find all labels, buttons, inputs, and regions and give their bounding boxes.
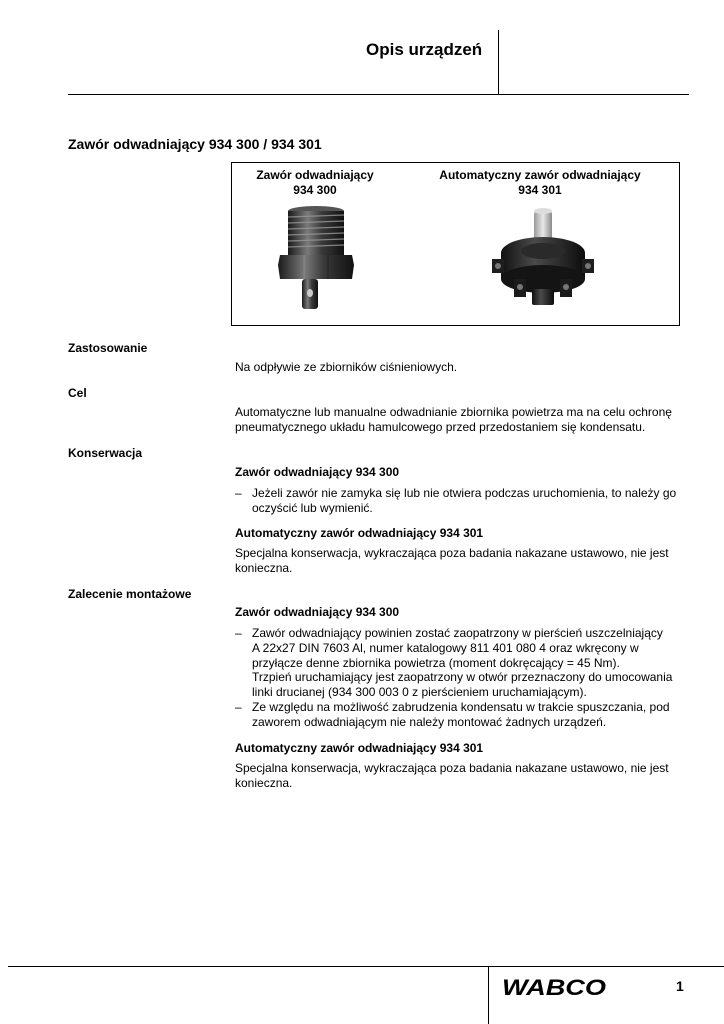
caption-name: Zawór odwadniający [256, 168, 374, 182]
section-heading-zalecenie-montazowe: Zalecenie montażowe [68, 587, 192, 601]
text-line: oczyścić lub wymienić. [252, 501, 373, 515]
zalecenie-continuation [252, 670, 685, 700]
product-caption-934301 [417, 168, 663, 198]
text-line: zaworem odwadniającym nie należy montować żadnych urządzeń. [252, 715, 607, 729]
text-line: A 22x27 DIN 7603 Al, numer katalogowy 811 401 080 4 oraz wkręcony w [252, 641, 639, 655]
text-line: konieczna. [235, 561, 293, 575]
header-divider-vertical [498, 30, 499, 94]
header-divider-horizontal [68, 94, 689, 95]
text-line: Automatyczne lub manualne odwadnianie zbiornika powietrza ma na celu ochronę [235, 405, 672, 419]
zalecenie-934301-text [235, 761, 685, 791]
text-line: konieczna. [235, 776, 293, 790]
text-line: pneumatycznego układu hamulcowego przed przedostaniem się kondensatu. [235, 420, 646, 434]
footer-divider-horizontal [8, 966, 724, 967]
konserwacja-subheading-934300: Zawór odwadniający 934 300 [235, 465, 400, 479]
bullet-dash: – [235, 700, 242, 714]
cel-text [235, 405, 685, 435]
text-line: Jeżeli zawór nie zamyka się lub nie otwiera podczas uruchomienia, to należy go [252, 486, 677, 500]
caption-number: 934 300 [293, 183, 337, 197]
text-line: Specjalna konserwacja, wykraczająca poza badania nakazane ustawowo, nie jest [235, 761, 669, 775]
page-header-title: Opis urządzeń [366, 40, 483, 59]
text-line: przyłącze denne zbiornika powietrza (moment dokręcający = 45 Nm). [252, 656, 620, 670]
bullet-dash: – [235, 486, 242, 500]
section-heading-cel: Cel [68, 386, 87, 400]
section-heading-zastosowanie: Zastosowanie [68, 341, 148, 355]
zalecenie-subheading-934300: Zawór odwadniający 934 300 [235, 605, 400, 619]
text-line: Zawór odwadniający powinien zostać zaopatrzony w pierścień uszczelniający [252, 626, 663, 640]
logo-text: WABCO [502, 976, 606, 998]
text-line: Specjalna konserwacja, wykraczająca poza badania nakazane ustawowo, nie jest [235, 546, 669, 560]
page-number: 1 [676, 978, 684, 994]
konserwacja-subheading-934301: Automatyczny zawór odwadniający 934 301 [235, 526, 484, 540]
text-line: Ze względu na możliwość zabrudzenia kondensatu w trakcie spuszczania, pod [252, 700, 670, 714]
bullet-dash: – [235, 626, 242, 640]
wabco-logo [500, 976, 608, 998]
section-heading-konserwacja: Konserwacja [68, 446, 143, 460]
text-line: Trzpień uruchamiający jest zaopatrzony w otwór przeznaczony do umocowania [252, 670, 673, 684]
drain-valve-934300-image [276, 205, 356, 313]
text-line: linki drucianej (934 300 003 0 z pierścieniem uruchamiającym). [252, 685, 587, 699]
konserwacja-934301-text [235, 546, 685, 576]
footer-divider-vertical [488, 966, 489, 1024]
document-title: Zawór odwadniający 934 300 / 934 301 [68, 136, 322, 152]
zastosowanie-text: Na odpływie ze zbiorników ciśnieniowych. [235, 360, 458, 374]
product-images-box [231, 162, 680, 326]
caption-number: 934 301 [518, 183, 562, 197]
product-caption-934300 [234, 168, 396, 198]
caption-name: Automatyczny zawór odwadniający [439, 168, 641, 182]
zalecenie-subheading-934301: Automatyczny zawór odwadniający 934 301 [235, 741, 484, 755]
konserwacja-bullet [235, 486, 685, 516]
zalecenie-bullet-2 [235, 700, 685, 730]
zalecenie-bullet-1 [235, 626, 685, 671]
automatic-drain-valve-934301-image [488, 207, 598, 315]
